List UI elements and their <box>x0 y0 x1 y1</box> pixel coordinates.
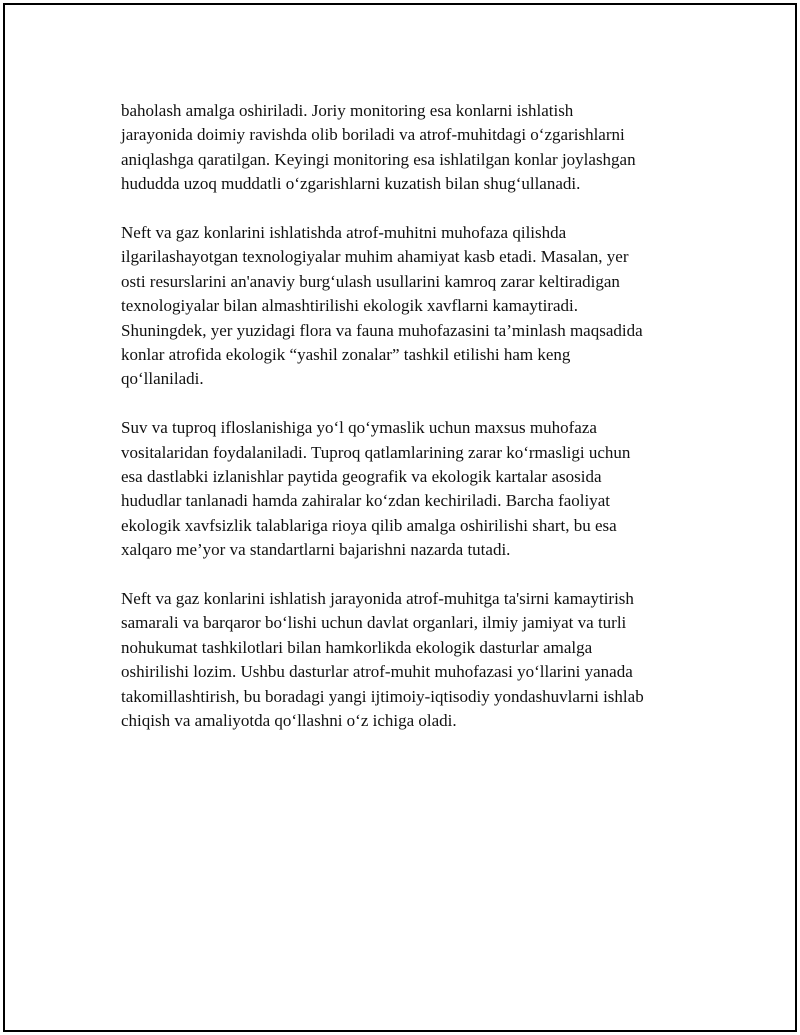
paragraph-4: Neft va gaz konlarini ishlatish jarayonida atrof-muhitga ta'sirni kamaytirish samarali va barqaror bo‘lishi uchun davlat organlari, ilmiy jamiyat va turli nohukumat tashkilotlari bilan hamkorlikda ekologik dasturlar amalga oshirilishi lozim. Ushbu dasturlar atrof-muhit muhofazasi yo‘llarini yanada takomillashtirish, bu boradagi yangi ijtimoiy-iqtisodiy yondashuvlarni ishlab chiqish va amaliyotda qo‘llashni o‘z ichiga oladi. <box>121 589 644 731</box>
page-frame <box>3 3 797 1032</box>
paragraph-2: Neft va gaz konlarini ishlatishda atrof-muhitni muhofaza qilishda ilgarilashayotgan texnologiyalar muhim ahamiyat kasb etadi. Masalan, yer osti resurslarini an'anaviy burg‘ulash usullarini kamroq zarar keltiradigan texnologiyalar bilan almashtirilishi ekologik xavflarni kamaytiradi. Shuningdek, yer yuzidagi flora va fauna muhofazasini ta’minlash maqsadida konlar atrofida ekologik “yashil zonalar” tashkil etilishi ham keng qo‘llaniladi. <box>121 223 643 389</box>
document-body <box>121 99 699 758</box>
paragraph-1: baholash amalga oshiriladi. Joriy monitoring esa konlarni ishlatish jarayonida doimiy ravishda olib boriladi va atrof-muhitdagi o‘zgarishlarni aniqlashga qaratilgan. Keyingi monitoring esa ishlatilgan konlar joylashgan hududda uzoq muddatli o‘zgarishlarni kuzatish bilan shug‘ullanadi. <box>121 101 636 194</box>
paragraph-3: Suv va tuproq ifloslanishiga yo‘l qo‘ymaslik uchun maxsus muhofaza vositalaridan foydalaniladi. Tuproq qatlamlarining zarar ko‘rmasligi uchun esa dastlabki izlanishlar paytida geografik va ekologik kartalar asosida hududlar tanlanadi hamda zahiralar ko‘zdan kechiriladi. Barcha faoliyat ekologik xavfsizlik talablariga rioya qilib amalga oshirilishi shart, bu esa xalqaro me’yor va standartlarni bajarishni nazarda tutadi. <box>121 418 631 560</box>
